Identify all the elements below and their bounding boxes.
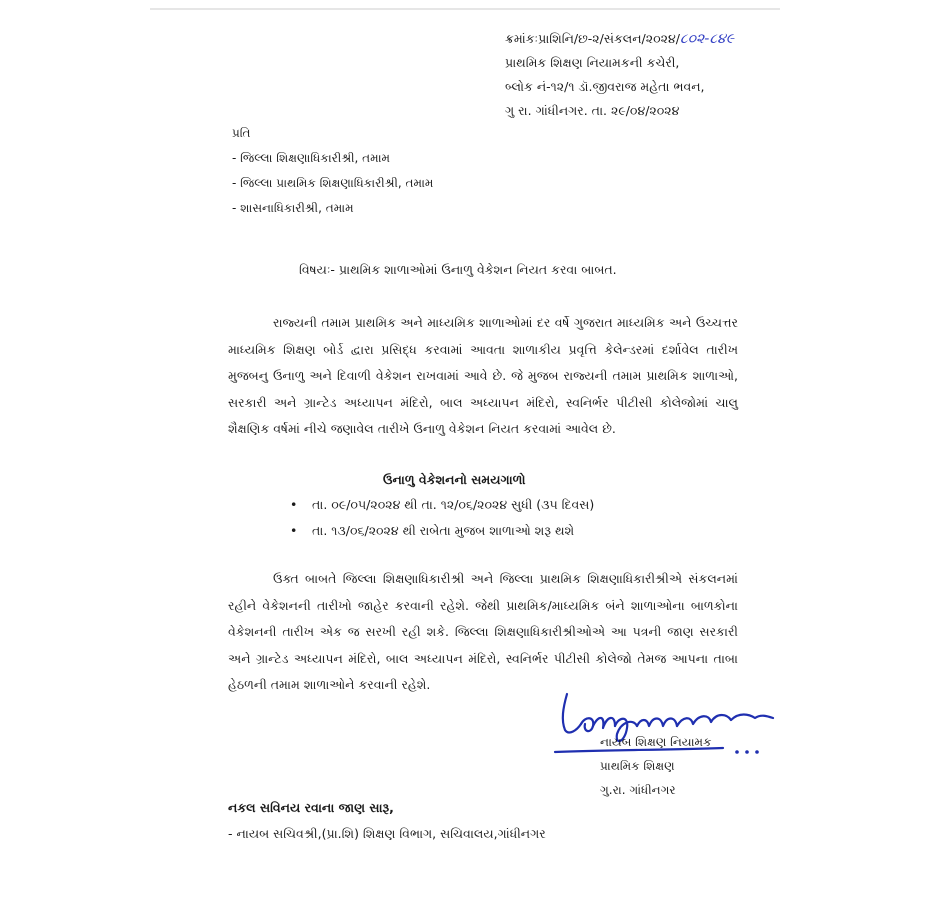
reference-number (505, 27, 734, 51)
signatory-block (600, 730, 711, 802)
office-name: પ્રાથમિક શિક્ષણ નિયામકની કચેરી, (505, 55, 680, 70)
letter-header (505, 27, 734, 123)
copy-to-item: - નાયબ સચિવશ્રી,(પ્રા.શિ) શિક્ષણ વિભાગ, સચિવાલય,ગાંધીનગર (228, 826, 546, 841)
reference-handwritten: ૮૦૨-૮૪૯ (679, 31, 734, 47)
recipient-item: - જિલ્લા પ્રાથમિક શિક્ષણાધિકારીશ્રી, તમામ (232, 176, 434, 190)
vacation-list (290, 492, 594, 544)
body-paragraph-1 (228, 310, 738, 443)
recipients-label: પ્રતિ (232, 126, 251, 140)
place-date: ગુ રા. ગાંધીનગર. તા. ૨૯/૦૪/૨૦૨૪ (505, 103, 680, 118)
paragraph-1-text: રાજ્યની તમામ પ્રાથમિક અને માધ્યમિક શાળાઓમાં દર વર્ષે ગુજરાત માધ્યમિક અને ઉચ્ચત્તર માધ્યમિક શિક્ષણ બોર્ડ દ્વારા પ્રસિદ્ધ કરવામાં આવતા શાળાકીય પ્રવૃત્તિ કેલેન્ડરમાં દર્શાવેલ તારીખ મુજબનુ ઉનાળુ અને દિવાળી વેકેશન રાખવામાં આવે છે. જે મુજબ રાજ્યની તમામ પ્રાથમિક શાળાઓ, સરકારી અને ગ્રાન્ટેડ અધ્યાપન મંદિરો, બાલ અધ્યાપન મંદિરો, સ્વનિર્ભર પીટીસી કોલેજોમાં ચાલુ શૈક્ષણિક વર્ષમાં નીચે જણાવેલ તારીખે ઉનાળુ વેકેશન નિયત કરવામાં આવેલ છે. (228, 315, 738, 436)
office-building: બ્લોક નં-૧૨/૧ ડૉ.જીવરાજ મહેતા ભવન, (505, 79, 705, 94)
scan-edge-line (150, 8, 780, 10)
reference-prefix: ક્રમાંકઃપ્રાશિનિ/છ-૨/સંકલન/૨૦૨૪/ (505, 31, 680, 46)
body-paragraph-2 (228, 566, 738, 699)
copy-to-block (228, 795, 546, 847)
signatory-department: પ્રાથમિક શિક્ષણ (600, 759, 675, 773)
subject-line: વિષયઃ- પ્રાથમિક શાળાઓમાં ઉનાળુ વેકેશન નિયત કરવા બાબત. (299, 262, 617, 277)
copy-to-heading: નકલ સવિનય રવાના જાણ સારૂ, (228, 800, 394, 815)
list-item: • તા. ૧૩/૦૬/૨૦૨૪ થી રાબેતા મુજબ શાળાઓ શરૂ થશે (290, 518, 594, 544)
recipient-item: - જિલ્લા શિક્ષણાધિકારીશ્રી, તમામ (232, 151, 390, 165)
vacation-title: ઉનાળુ વેકેશનનો સમયગાળો (383, 472, 526, 487)
signatory-location: ગુ.રા. ગાંધીનગર (600, 783, 676, 797)
recipients-block (232, 121, 433, 221)
signatory-designation: નાયબ શિક્ષણ નિયામક (600, 735, 712, 749)
list-item: • તા. ૦૯/૦૫/૨૦૨૪ થી તા. ૧૨/૦૬/૨૦૨૪ સુધી (૩૫ દિવસ) (290, 492, 594, 518)
recipient-item: - શાસનાધિકારીશ્રી, તમામ (232, 201, 354, 215)
paragraph-2-text: ઉક્ત બાબતે જિલ્લા શિક્ષણાધિકારીશ્રી અને જિલ્લા પ્રાથમિક શિક્ષણાધિકારીશ્રીએ સંકલનમાં રહીને વેકેશનની તારીખો જાહેર કરવાની રહેશે. જેથી પ્રાથમિક/માધ્યમિક બંને શાળાઓના બાળકોના વેકેશનની તારીખ એક જ સરખી રહી શકે. જિલ્લા શિક્ષણાધિકારીશ્રીઓએ આ પત્રની જાણ સરકારી અને ગ્રાન્ટેડ અધ્યાપન મંદિરો, બાલ અધ્યાપન મંદિરો, સ્વનિર્ભર પીટીસી કોલેજો તેમજ આપના તાબા હેઠળની તમામ શાળાઓને કરવાની રહેશે. (228, 571, 738, 692)
